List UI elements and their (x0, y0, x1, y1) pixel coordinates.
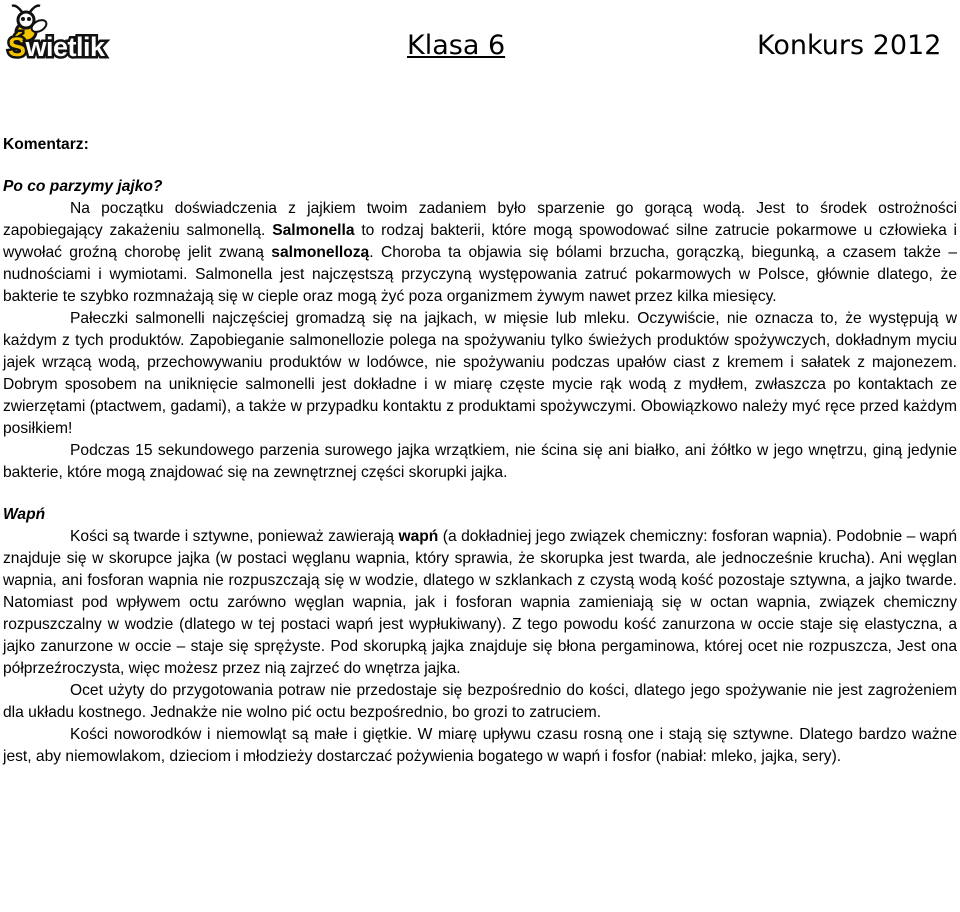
swietlik-logo (2, 2, 112, 68)
paragraph: Ocet użyty do przygotowania potraw nie przedostaje się bezpośrednio do kości, dlatego jego spożywanie nie jest zagrożeniem dla układu kostnego. Jednakże nie wolno pić octu bezpośrednio, bo grozi to zatruciem. (3, 682, 957, 721)
spacer (3, 156, 957, 176)
paragraph: Pałeczki salmonelli najczęściej gromadzą się na jajkach, w mięsie lub mleku. Oczywiście, nie oznacza to, że występują w każdym z tych produktów. Zapobieganie salmonellozie polega na spożywaniu tylko świeżych produktów spożywczych, dokładnym myciu jajek wrzącą wodą, przechowywaniu produktów w lodówce, nie spożywaniu podczas upałów ciast z kremem i sałatek z majonezem. Dobrym sposobem na uniknięcie salmonelli jest dokładne i w miarę częste mycie rąk wodą z mydłem, zwłaszcza po kontaktach ze zwierzętami (ptactwem, gadami), a także w przypadku kontaktu z produktami spożywczymi. Obowiązkowo należy myć ręce przed każdym posiłkiem! (3, 310, 957, 437)
contest-title: Konkurs 2012 (757, 30, 942, 61)
question-heading-boil: Po co parzymy jajko? (3, 178, 163, 195)
paragraph: Podczas 15 sekundowego parzenia surowego jajka wrzątkiem, nie ścina się ani białko, ani żółtko w jego wnętrzu, giną jedynie bakterie, które mogą znajdować się na zewnętrznej części skorupki jajka. (3, 442, 957, 481)
paragraph: Na początku doświadczenia z jajkiem twoim zadaniem było sparzenie go gorącą wodą. Jest to środek ostrożności zapobiegający zakażeniu salmonellą. Salmonella to rodzaj bakterii, które mogą spowodować silne zatrucie pokarmowe u człowieka i wywołać groźną chorobę jelit zwaną salmonellozą. Choroba ta objawia się bólami brzucha, gorączką, biegunką, a czasem także – nudnościami i wymiotami. Salmonella jest najczęstszą przyczyną występowania zatruć pokarmowych w Polsce, głównie dlatego, że bakterie te szybko rozmnażają się w cieple oraz mogą żyć poza organizmem żywym nawet przez kilka miesięcy. (3, 200, 957, 305)
page-header (0, 0, 960, 80)
section-title: Komentarz: (3, 136, 89, 153)
logo-wordmark: Świetlik (8, 32, 105, 62)
spacer (3, 484, 957, 504)
class-title: Klasa 6 (407, 30, 506, 61)
paragraph: Kości noworodków i niemowląt są małe i giętkie. W miarę upływu czasu rosną one i stają się sztywne. Dlatego bardzo ważne jest, aby niemowlakom, dzieciom i młodzieży dostarczać pożywienia bogatego w wapń i fosfor (nabiał: mleko, jajka, sery). (3, 726, 957, 765)
question-heading-calcium: Wapń (3, 506, 46, 523)
document-body (3, 134, 957, 768)
paragraph: Kości są twarde i sztywne, ponieważ zawierają wapń (a dokładniej jego związek chemiczny: fosforan wapnia). Podobnie – wapń znajduje się w skorupce jajka (w postaci węglanu wapnia, który sprawia, że skorupka jest twarda, ale jednocześnie krucha). Ani węglan wapnia, ani fosforan wapnia nie rozpuszczają się w wodzie, dlatego w szklankach z czystą wodą kość pozostaje sztywna, a jajko twarde. Natomiast pod wpływem octu zarówno węglan wapnia, jak i fosforan wapnia zamieniają się w octan wapnia, związek chemiczny rozpuszczalny w wodzie (dlatego w tej postaci wapń jest wypłukiwany). Z tego powodu kość zanurzona w occie staje się elastyczna, a jajko zanurzone w occie – staje się sprężyste. Pod skorupką jajka znajduje się błona pergaminowa, której ocet nie rozpuszcza, Jest ona półprzeźroczysta, więc możesz przez nią zajrzeć do wnętrza jajka. (3, 528, 957, 677)
